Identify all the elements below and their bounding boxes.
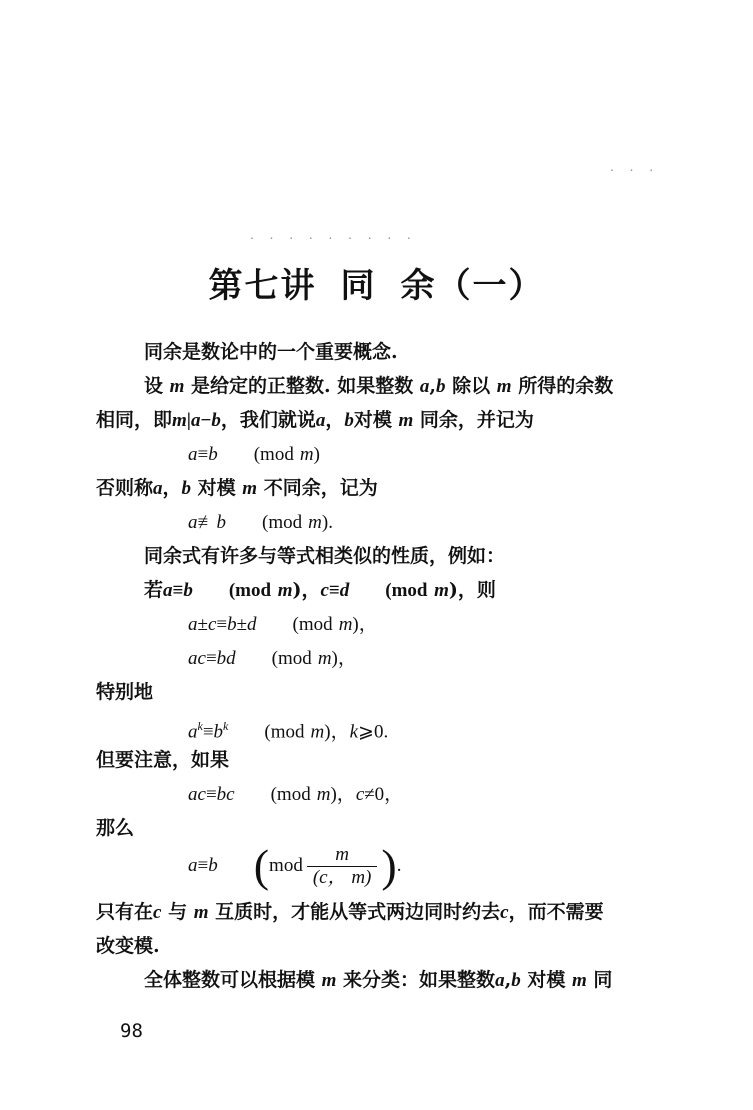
chapter-title (0, 258, 753, 307)
text-line: 只有在c 与 m 互质时，才能从等式两边同时约去c，而不需要 (96, 901, 604, 923)
formula-line: a≢b (mod m). (188, 512, 333, 533)
text-line: 全体整数可以根据模 m 来分类：如果整数a,b 对模 m 同 (144, 969, 613, 991)
text-line: 设 m 是给定的正整数. 如果整数 a,b 除以 m 所得的余数 (144, 375, 614, 397)
scan-speckle: . . . . . . . . . (250, 228, 417, 242)
fraction: $\frac{m}{(c, m)}$ (307, 844, 378, 889)
text-line: 改变模. (96, 935, 160, 957)
page-number: 98 (120, 1020, 143, 1042)
formula-line: ac≡bc (mod m)，c≠0， (188, 784, 404, 805)
fraction-formula: a ≡ b ( mod $\frac{m}{(c, m)}$ ) . (188, 840, 402, 891)
text-line: 若a≡b (mod m)，c≡d (mod m)，则 (144, 579, 496, 601)
formula-line: a±c≡b±d (mod m)， (188, 614, 378, 635)
scan-speckle: . . . (610, 160, 660, 174)
formula-line: a≡b (mod m) (188, 444, 320, 465)
title-part1: 第七讲 (208, 266, 317, 306)
text-line: 同余是数论中的一个重要概念. (144, 341, 398, 363)
text-line: 特别地 (96, 681, 154, 703)
text-line: 相同，即m|a−b，我们就说a，b对模 m 同余，并记为 (96, 409, 534, 431)
text-line: 否则称a，b 对模 m 不同余，记为 (96, 477, 378, 499)
text-line: 同余式有许多与等式相类似的性质，例如： (144, 545, 506, 567)
title-part3: 余（一） (400, 266, 545, 306)
text-line: 但要注意，如果 (96, 749, 230, 771)
formula-line: $a^k\equiv b^k$ (mod m)，k⩾0. (188, 719, 389, 743)
title-part2: 同 (340, 266, 377, 306)
formula-line: ac≡bd (mod m)， (188, 648, 357, 669)
text-line: 那么 (96, 817, 135, 839)
